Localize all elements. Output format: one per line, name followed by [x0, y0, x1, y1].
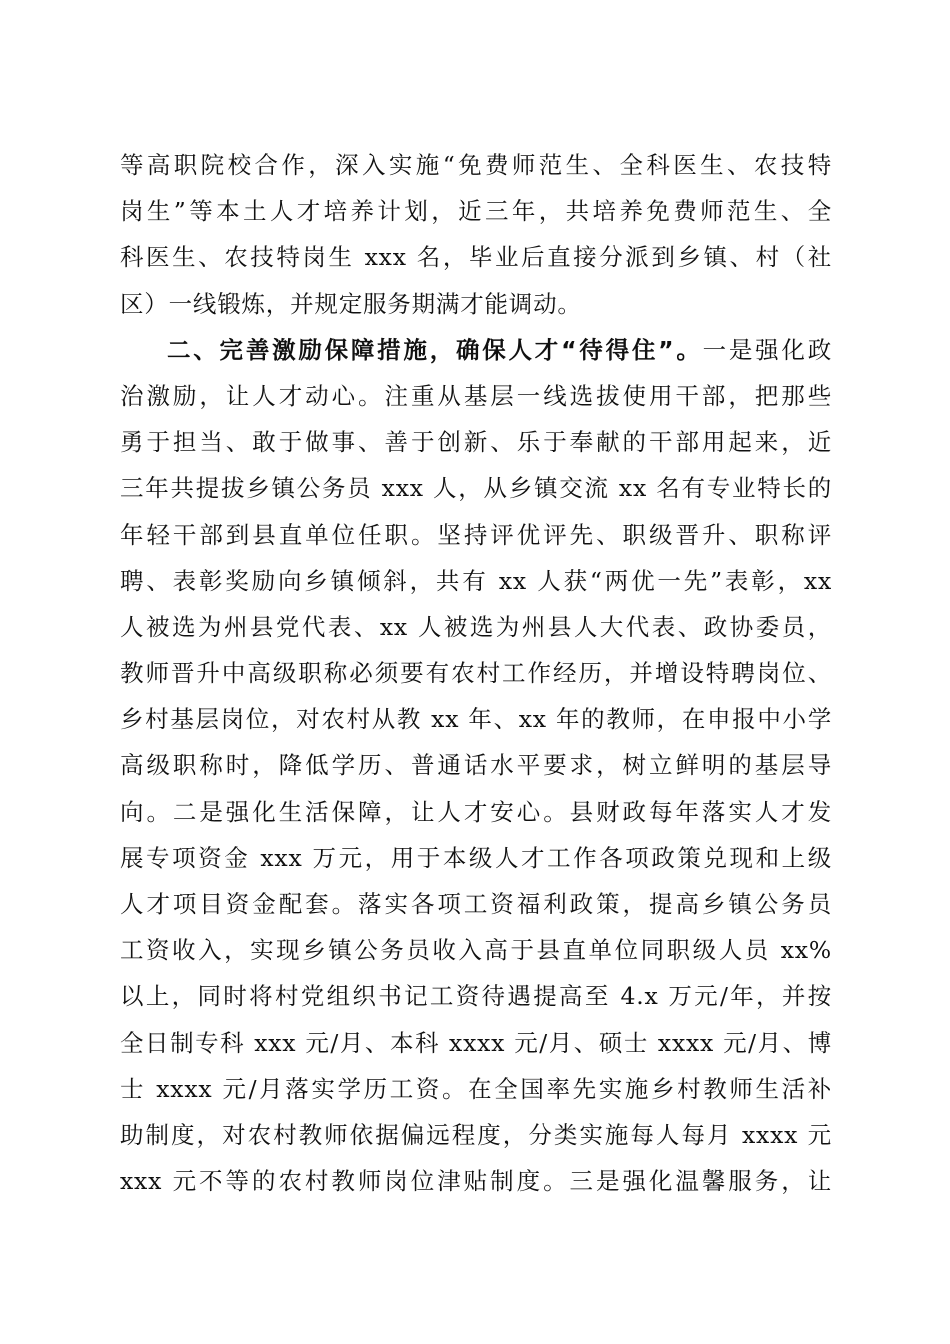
text-line-20: 全日制专科 xxx 元/月、本科 xxxx 元/月、硕士 xxxx 元/月、博: [120, 1028, 832, 1057]
text-line-9: 年轻干部到县直单位任职。坚持评优评先、职级晋升、职称评: [120, 520, 832, 549]
text-line-4: 区）一线锻炼，并规定服务期满才能调动。: [120, 289, 582, 318]
text-line-11: 人被选为州县党代表、xx 人被选为州县人大代表、政协委员，: [120, 612, 832, 641]
text-line-22: 助制度，对农村教师依据偏远程度，分类实施每人每月 xxxx 元: [120, 1120, 832, 1149]
text-line-18: 工资收入，实现乡镇公务员收入高于县直单位同职级人员 xx%: [120, 936, 832, 965]
text-line-2: 岗生”等本土人才培养计划，近三年，共培养免费师范生、全: [120, 197, 832, 226]
section-heading-line: [120, 327, 832, 373]
text-line-19: 以上，同时将村党组织书记工资待遇提高至 4.x 万元/年，并按: [120, 982, 832, 1011]
text-line-8: 三年共提拔乡镇公务员 xxx 人，从乡镇交流 xx 名有专业特长的: [120, 474, 832, 503]
text-line-14: 高级职称时，降低学历、普通话水平要求，树立鲜明的基层导: [120, 751, 832, 780]
text-line-23: xxx 元不等的农村教师岗位津贴制度。三是强化温馨服务，让: [120, 1167, 832, 1196]
text-line-7: 勇于担当、敢于做事、善于创新、乐于奉献的干部用起来，近: [120, 428, 832, 457]
text-line-21: 士 xxxx 元/月落实学历工资。在全国率先实施乡村教师生活补: [120, 1074, 832, 1103]
text-line-6: 治激励，让人才动心。注重从基层一线选拔使用干部，把那些: [120, 381, 832, 410]
text-line-13: 乡村基层岗位，对农村从教 xx 年、xx 年的教师，在申报中小学: [120, 705, 832, 734]
text-line-10: 聘、表彰奖励向乡镇倾斜，共有 xx 人获“两优一先”表彰，xx: [120, 566, 832, 595]
section-heading: 二、完善激励保障措施，确保人才“待得住”。: [167, 335, 703, 364]
text-line-1: 等高职院校合作，深入实施“免费师范生、全科医生、农技特: [120, 151, 832, 179]
text-line-16: 展专项资金 xxx 万元，用于本级人才工作各项政策兑现和上级: [120, 843, 832, 872]
body-text: [120, 142, 832, 1204]
text-line-15: 向。二是强化生活保障，让人才安心。县财政每年落实人才发: [120, 797, 832, 826]
text-line-3: 科医生、农技特岗生 xxx 名，毕业后直接分派到乡镇、村（社: [120, 243, 832, 272]
text-line-12: 教师晋升中高级职称必须要有农村工作经历，并增设特聘岗位、: [120, 659, 832, 688]
section-heading-continuation: 一是强化政: [702, 335, 832, 364]
text-line-17: 人才项目资金配套。落实各项工资福利政策，提高乡镇公务员: [120, 890, 832, 918]
